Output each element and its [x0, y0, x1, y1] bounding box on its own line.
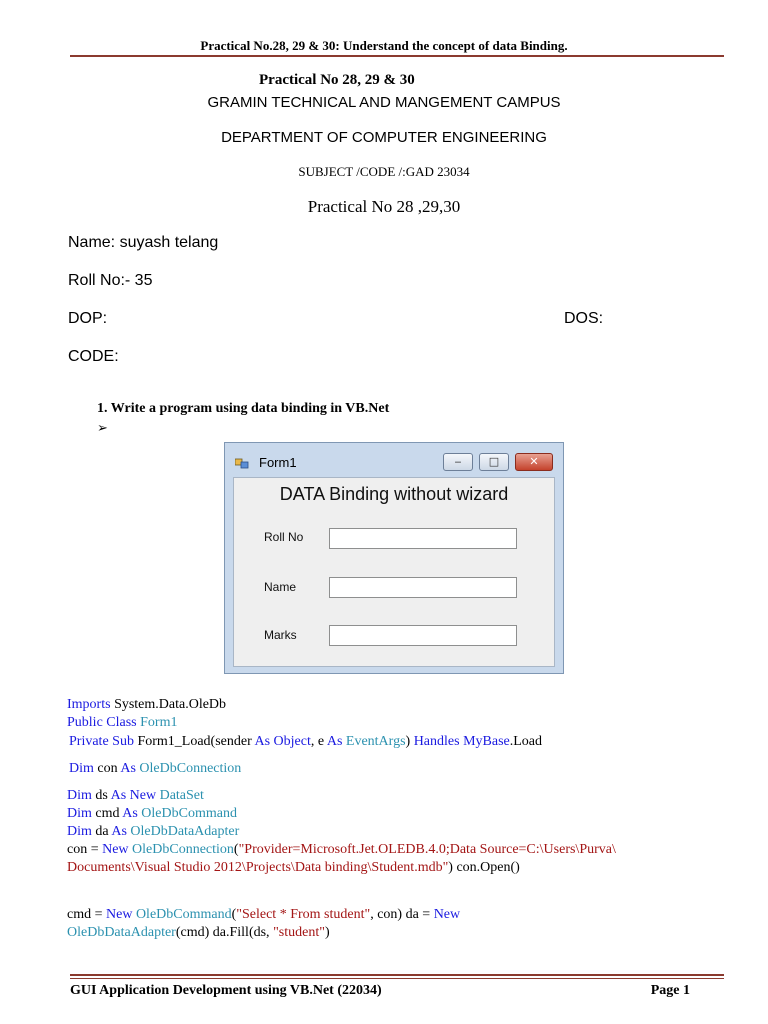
code-line-4: Dim con As OleDbConnection: [69, 761, 242, 776]
window-title-bar: [225, 443, 563, 477]
running-header: Practical No.28, 29 & 30: Understand the concept of data Binding.: [200, 38, 568, 53]
marks-label: Marks: [264, 628, 297, 642]
question-1: 1. Write a program using data binding in VB.Net: [97, 401, 390, 416]
department-name: DEPARTMENT OF COMPUTER ENGINEERING: [221, 129, 547, 146]
code-line-6: Dim cmd As OleDbCommand: [67, 806, 237, 821]
code-line-1: Imports System.Data.OleDb: [67, 697, 227, 712]
window-title: Form1: [259, 455, 297, 470]
marks-textbox[interactable]: [329, 625, 517, 646]
code-line-2: Public Class Form1: [67, 715, 178, 730]
name-textbox[interactable]: [329, 577, 517, 598]
practical-heading: Practical No 28, 29 & 30: [259, 72, 415, 88]
code-line-3: Private Sub Form1_Load(sender As Object, e As EventArgs) Handles MyBase.Load: [69, 734, 543, 749]
header-rule: [70, 55, 724, 57]
code-label: CODE:: [68, 348, 119, 365]
minimize-button[interactable]: ‒: [443, 453, 473, 471]
name-label: Name: [264, 580, 297, 594]
form-app-icon: [235, 457, 249, 469]
practical-number: Practical No 28 ,29,30: [307, 197, 461, 216]
code-line-8: con = New OleDbConnection("Provider=Microsoft.Jet.OLEDB.4.0;Data Source=C:\Users\Purva\: [67, 842, 616, 857]
form-heading: DATA Binding without wizard: [279, 484, 509, 504]
dos-label: DOS:: [564, 310, 604, 327]
maximize-button[interactable]: □: [479, 453, 509, 471]
subject-code: SUBJECT /CODE /:GAD 23034: [298, 164, 470, 179]
code-line-7: Dim da As OleDbDataAdapter: [67, 824, 240, 839]
student-name: Name: suyash telang: [68, 234, 219, 251]
page-number: Page 1: [650, 983, 690, 998]
code-line-10: cmd = New OleDbCommand("Select * From student", con) da = New: [67, 907, 461, 922]
footer-course-title: GUI Application Development using VB.Net (22034): [70, 983, 382, 998]
close-button[interactable]: ✕: [515, 453, 553, 471]
roll-number: Roll No:- 35: [68, 272, 153, 289]
roll-no-label: Roll No: [264, 530, 304, 544]
footer-rule-thin: [70, 978, 724, 979]
institute-name: GRAMIN TECHNICAL AND MANGEMENT CAMPUS: [207, 94, 561, 111]
code-line-5: Dim ds As New DataSet: [67, 788, 204, 803]
form1-window: [224, 442, 564, 674]
arrow-bullet-icon: ➢: [97, 420, 108, 435]
form-client-area: [233, 477, 555, 667]
footer-rule: [70, 974, 724, 976]
code-line-11: OleDbDataAdapter(cmd) da.Fill(ds, "student"): [67, 925, 330, 940]
roll-no-textbox[interactable]: [329, 528, 517, 549]
dop-label: DOP:: [68, 310, 108, 327]
code-line-9: Documents\Visual Studio 2012\Projects\Data binding\Student.mdb") con.Open(): [67, 860, 520, 875]
